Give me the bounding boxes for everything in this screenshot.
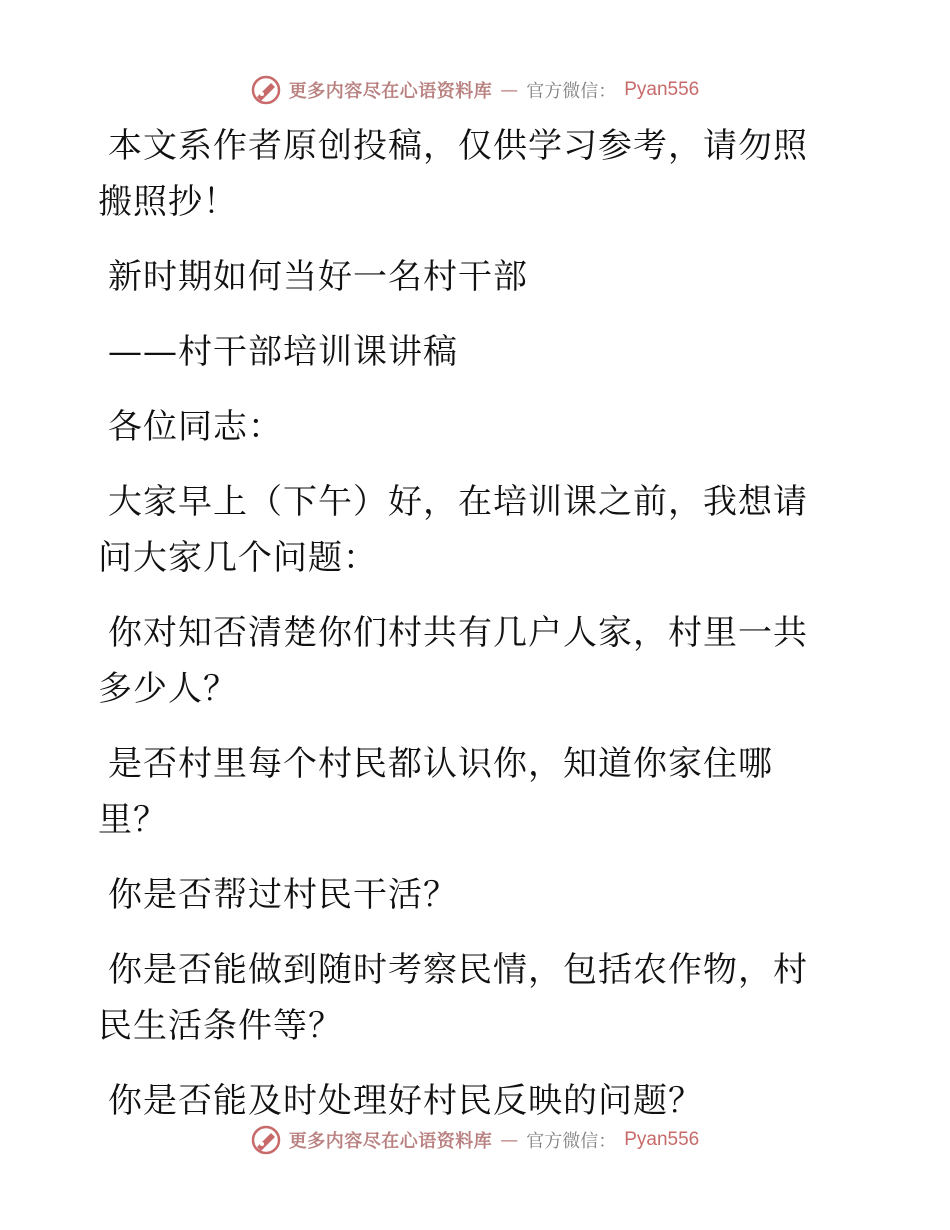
paragraph-question-1: 你对知否清楚你们村共有几户人家，村里一共多少人？ [98, 613, 808, 709]
paragraph-salutation: 各位同志： [108, 407, 283, 447]
document-body [98, 118, 838, 1148]
header-dash: — [500, 79, 519, 101]
header-banner-row [251, 75, 700, 105]
header-wechat-label: 官方微信： [526, 81, 617, 102]
document-title: 新时期如何当好一名村干部 [108, 257, 528, 297]
paragraph-question-5: 你是否能及时处理好村民反映的问题？ [108, 1081, 703, 1121]
header-wechat-id: Pyan556 [624, 79, 700, 100]
page-header-banner [0, 70, 950, 110]
footer-wechat-id: Pyan556 [624, 1129, 700, 1150]
header-site-text: 更多内容尽在心语资料库 [288, 81, 493, 102]
footer-wechat-label: 官方微信： [526, 1131, 617, 1152]
paragraph-greeting: 大家早上（下午）好，在培训课之前，我想请问大家几个问题： [98, 482, 808, 578]
paragraph-question-3: 你是否帮过村民干活？ [108, 875, 458, 915]
page-footer-banner [0, 1120, 950, 1160]
paragraph-question-4: 你是否能做到随时考察民情，包括农作物，村民生活条件等？ [98, 950, 808, 1046]
paragraph-question-2: 是否村里每个村民都认识你，知道你家住哪里？ [98, 744, 773, 840]
paragraph-notice: 本文系作者原创投稿，仅供学习参考，请勿照搬照抄！ [98, 126, 808, 222]
footer-banner-row [251, 1125, 700, 1155]
footer-site-text: 更多内容尽在心语资料库 [288, 1131, 493, 1152]
pen-nib-logo-icon [251, 1125, 281, 1155]
pen-nib-logo-icon [251, 75, 281, 105]
document-subtitle: ——村干部培训课讲稿 [108, 332, 458, 372]
footer-dash: — [500, 1129, 519, 1151]
